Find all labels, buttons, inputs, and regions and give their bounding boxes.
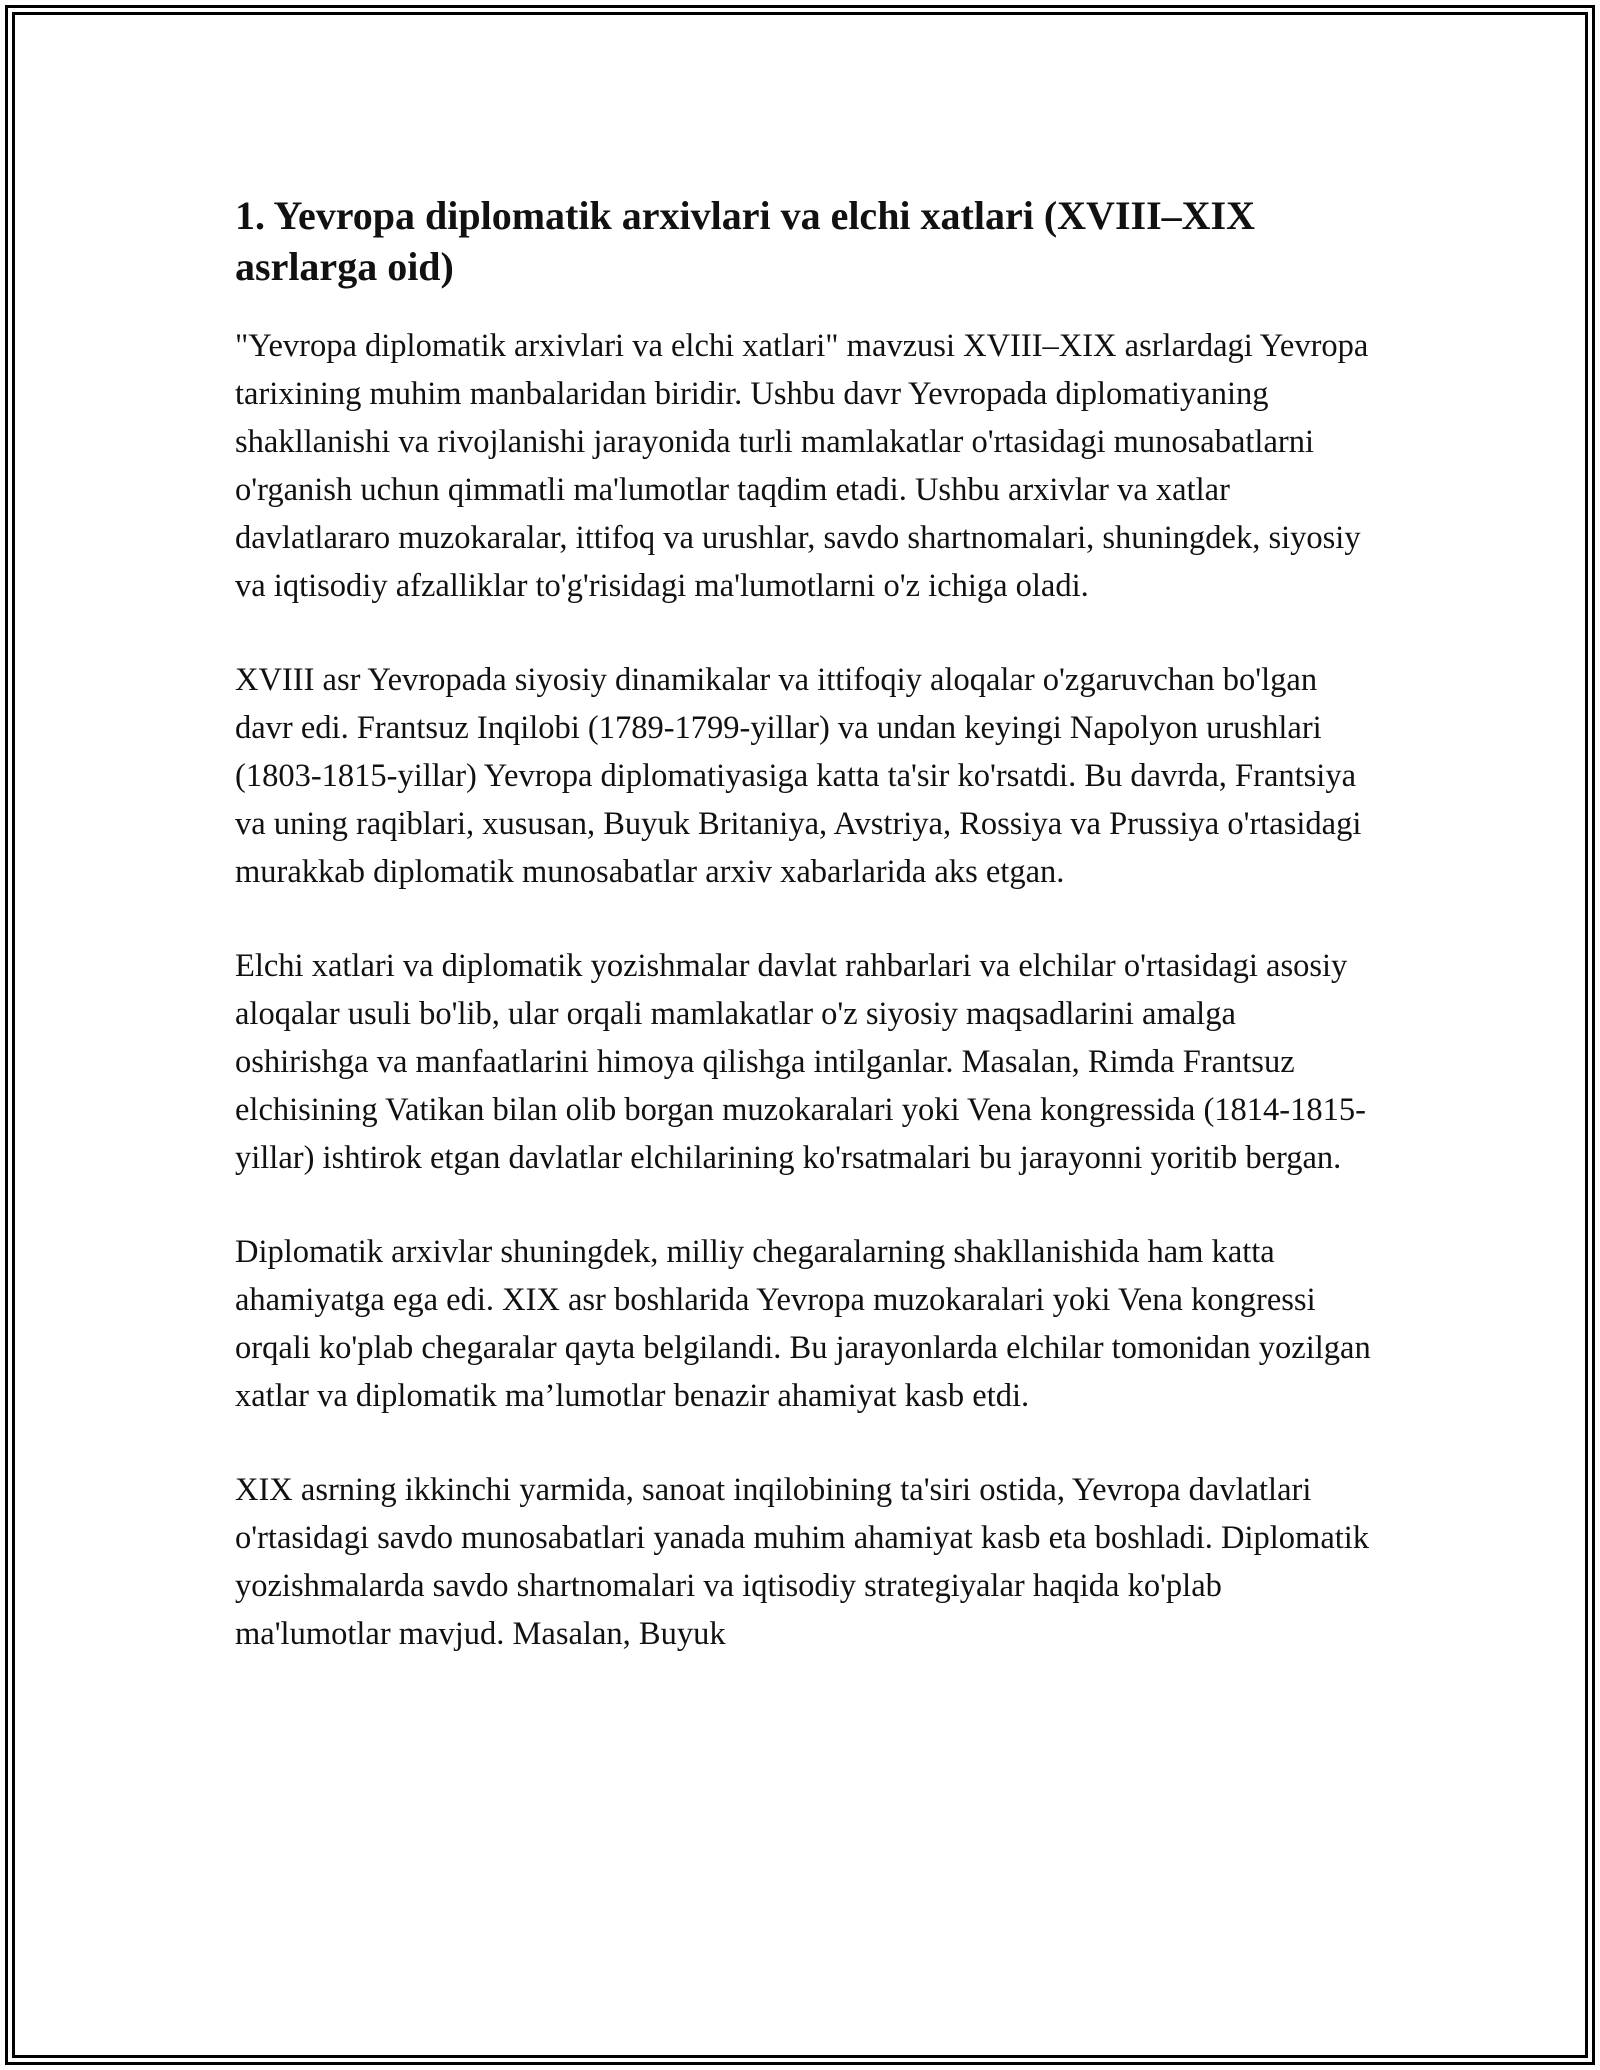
section-heading: 1. Yevropa diplomatik arxivlari va elchi xatlari (XVIII–XIX asrlarga oid) (235, 193, 1255, 289)
paragraph-1: "Yevropa diplomatik arxivlari va elchi xatlari" mavzusi XVIII–XIX asrlardagi Yevropa tarixining muhim manbalaridan biridir. Ushbu davr Yevropada diplomatiyaning shakllanishi va rivojlanishi jarayonida turli mamlakatlar o'rtasidagi munosabatlarni o'rganish uchun qimmatli ma'lumotlar taqdim etadi. Ushbu arxivlar va xatlar davlatlararo muzokaralar, ittifoq va urushlar, savdo shartnomalari, shuningdek, siyosiy va iqtisodiy afzalliklar to'g'risidagi ma'lumotlarni o'z ichiga oladi. (235, 328, 1369, 604)
paragraph-3: Elchi xatlari va diplomatik yozishmalar davlat rahbarlari va elchilar o'rtasidagi asosiy aloqalar usuli bo'lib, ular orqali mamlakatlar o'z siyosiy maqsadlarini amalga oshirishga va manfaatlarini himoya qilishga intilganlar. Masalan, Rimda Frantsuz elchisining Vatikan bilan olib borgan muzokaralari yoki Vena kongressida (1814-1815-yillar) ishtirok etgan davlatlar elchilarining ko'rsatmalari bu jarayonni yoritib bergan. (235, 948, 1366, 1176)
paragraph-4: Diplomatik arxivlar shuningdek, milliy chegaralarning shakllanishida ham katta ahamiyatga ega edi. XIX asr boshlarida Yevropa muzokaralari yoki Vena kongressi orqali ko'plab chegaralar qayta belgilandi. Bu jarayonlarda elchilar tomonidan yozilgan xatlar va diplomatik ma’lumotlar benazir ahamiyat kasb etdi. (235, 1234, 1371, 1414)
paragraph-2: XVIII asr Yevropada siyosiy dinamikalar va ittifoqiy aloqalar o'zgaruvchan bo'lgan davr edi. Frantsuz Inqilobi (1789-1799-yillar) va undan keyingi Napolyon urushlari (1803-1815-yillar) Yevropa diplomatiyasiga katta ta'sir ko'rsatdi. Bu davrda, Frantsiya va uning raqiblari, xususan, Buyuk Britaniya, Avstriya, Rossiya va Prussiya o'rtasidagi murakkab diplomatik munosabatlar arxiv xabarlarida aks etgan. (235, 662, 1362, 890)
paragraph-5: XIX asrning ikkinchi yarmida, sanoat inqilobining ta'siri ostida, Yevropa davlatlari o'rtasidagi savdo munosabatlari yanada muhim ahamiyat kasb eta boshladi. Diplomatik yozishmalarda savdo shartnomalari va iqtisodiy strategiyalar haqida ko'plab ma'lumotlar mavjud. Masalan, Buyuk (235, 1472, 1370, 1652)
document-body (235, 190, 1375, 1704)
